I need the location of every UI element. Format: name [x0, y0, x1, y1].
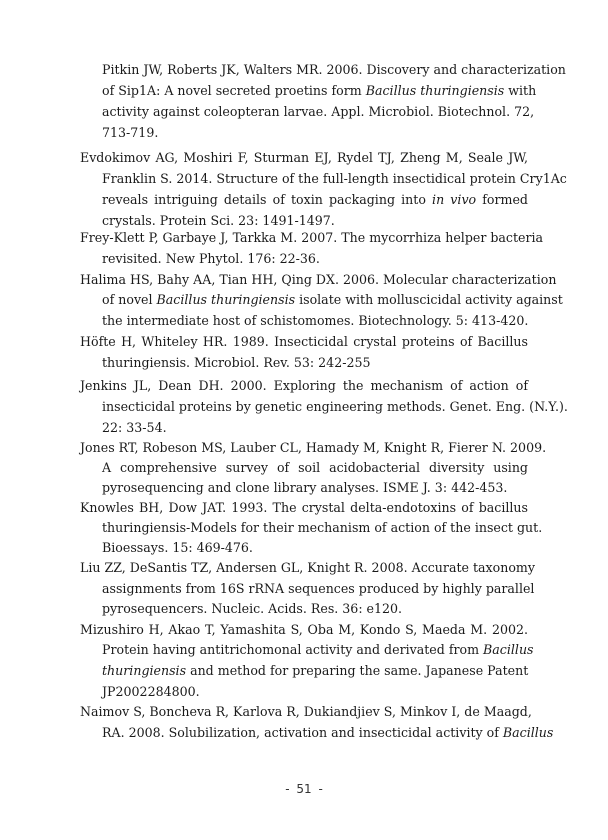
reference-text: JP2002284800. [102, 684, 200, 699]
reference-text: Höfte H, Whiteley HR. 1989. Insecticidal crystal proteins of Bacillus [80, 334, 528, 349]
reference-text: Bioessays. 15: 469-476. [102, 540, 253, 555]
reference-continuation-line [102, 62, 566, 78]
italic-species-text: Bacillus [502, 725, 554, 740]
reference-text: reveals intriguing details of toxin packaging into [102, 192, 433, 207]
reference-text: 22: 33-54. [102, 420, 167, 435]
reference-text: pyrosequencing and clone library analyses. ISME J. 3: 442-453. [102, 480, 508, 495]
reference-text: Protein having antitrichomonal activity and derivated from [102, 642, 484, 657]
reference-continuation-line [102, 540, 528, 556]
reference-text: formed [476, 192, 528, 207]
reference-first-line [80, 500, 528, 516]
reference-text: thuringiensis. Microbiol. Rev. 53: 242-255 [102, 355, 371, 370]
reference-first-line [80, 704, 532, 720]
reference-first-line [80, 560, 535, 576]
reference-continuation-line [102, 313, 528, 329]
reference-text: with [504, 83, 537, 98]
reference-continuation-line [102, 213, 528, 229]
reference-first-line [80, 378, 528, 394]
reference-text: Mizushiro H, Akao T, Yamashita S, Oba M, Kondo S, Maeda M. 2002. [80, 622, 528, 637]
italic-species-text: Bacillus thuringiensis [156, 292, 296, 307]
reference-continuation-line [102, 725, 554, 741]
reference-text: Halima HS, Bahy AA, Tian HH, Qing DX. 2006. Molecular characterization [80, 272, 557, 287]
reference-text: thuringiensis-Models for their mechanism of action of the insect gut. [102, 520, 543, 535]
reference-text: crystals. Protein Sci. 23: 1491-1497. [102, 213, 335, 228]
italic-species-text: Bacillus thuringiensis [365, 83, 505, 98]
reference-continuation-line [102, 420, 528, 436]
reference-text: Pitkin JW, Roberts JK, Walters MR. 2006. Discovery and characterization [102, 62, 566, 77]
reference-text: A comprehensive survey of soil acidobacterial diversity using [102, 460, 528, 475]
page-number: - 51 - [285, 782, 323, 796]
reference-text: of Sip1A: A novel secreted proetins form [102, 83, 366, 98]
reference-text: revisited. New Phytol. 176: 22-36. [102, 251, 320, 266]
italic-species-text: thuringiensis [102, 663, 187, 678]
reference-continuation-line [102, 104, 535, 120]
reference-text: Jenkins JL, Dean DH. 2000. Exploring the mechanism of action of [80, 378, 528, 393]
reference-first-line [80, 272, 557, 288]
reference-text: Evdokimov AG, Moshiri F, Sturman EJ, Rydel TJ, Zheng M, Seale JW, [80, 150, 528, 165]
reference-text: and method for preparing the same. Japanese Patent [186, 663, 529, 678]
reference-text: RA. 2008. Solubilization, activation and insecticidal activity of [102, 725, 503, 740]
reference-continuation-line [102, 192, 528, 208]
reference-continuation-line [102, 581, 535, 597]
reference-text: Knowles BH, Dow JAT. 1993. The crystal delta-endotoxins of bacillus [80, 500, 528, 515]
reference-continuation-line [102, 684, 528, 700]
reference-first-line [80, 622, 528, 638]
reference-continuation-line [102, 125, 528, 141]
reference-text: pyrosequencers. Nucleic. Acids. Res. 36: e120. [102, 601, 403, 616]
reference-first-line [80, 150, 528, 166]
reference-text: Naimov S, Boncheva R, Karlova R, Dukiandjiev S, Minkov I, de Maagd, [80, 704, 532, 719]
reference-text: Jones RT, Robeson MS, Lauber CL, Hamady M, Knight R, Fierer N. 2009. [80, 440, 547, 455]
reference-continuation-line [102, 460, 528, 476]
reference-continuation-line [102, 642, 534, 658]
reference-continuation-line [102, 171, 567, 187]
reference-continuation-line [102, 399, 568, 415]
reference-continuation-line [102, 520, 543, 536]
reference-text: 713-719. [102, 125, 159, 140]
reference-text: isolate with molluscicidal activity against [295, 292, 563, 307]
reference-continuation-line [102, 251, 528, 267]
reference-text: of novel [102, 292, 157, 307]
reference-text: the intermediate host of schistomomes. Biotechnology. 5: 413-420. [102, 313, 529, 328]
reference-text: Liu ZZ, DeSantis TZ, Andersen GL, Knight R. 2008. Accurate taxonomy [80, 560, 535, 575]
reference-text: Frey-Klett P, Garbaye J, Tarkka M. 2007. The mycorrhiza helper bacteria [80, 230, 544, 245]
reference-continuation-line [102, 480, 528, 496]
italic-species-text: Bacillus [483, 642, 534, 657]
reference-text: assignments from 16S rRNA sequences produced by highly parallel [102, 581, 535, 596]
reference-continuation-line [102, 601, 528, 617]
reference-text: activity against coleopteran larvae. Appl. Microbiol. Biotechnol. 72, [102, 104, 535, 119]
reference-continuation-line [102, 355, 528, 371]
reference-text: insecticidal proteins by genetic engineering methods. Genet. Eng. (N.Y.). [102, 399, 568, 414]
italic-species-text: in vivo [432, 192, 477, 207]
reference-continuation-line [102, 663, 528, 679]
reference-first-line [80, 230, 544, 246]
reference-text: Franklin S. 2014. Structure of the full-length insectidical protein Cry1Ac [102, 171, 567, 186]
reference-continuation-line [102, 292, 563, 308]
reference-first-line [80, 334, 528, 350]
reference-continuation-line [102, 83, 537, 99]
reference-first-line [80, 440, 547, 456]
